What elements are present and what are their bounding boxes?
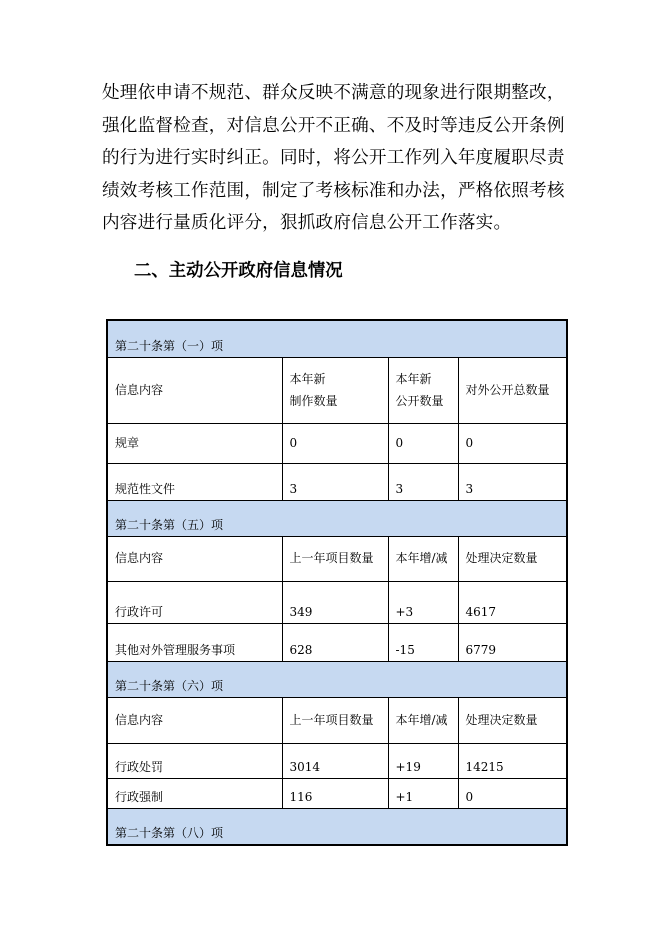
header-cell: 本年增/减 <box>388 536 458 581</box>
header-cell: 对外公开总数量 <box>458 357 567 423</box>
header-cell-line: 本年新 <box>395 372 432 386</box>
table-cell: 规范性文件 <box>107 463 282 500</box>
section-row <box>107 661 567 697</box>
table-cell: +1 <box>388 778 458 808</box>
table-cell: 3 <box>388 463 458 500</box>
header-row <box>107 357 567 423</box>
intro-line: 内容进行量质化评分，狠抓政府信息公开工作落实。 <box>102 213 512 234</box>
table-row <box>107 463 567 500</box>
intro-paragraph <box>102 77 572 240</box>
section-heading: 二、主动公开政府信息情况 <box>134 261 343 281</box>
table-cell: 3 <box>458 463 567 500</box>
section-row <box>107 500 567 536</box>
table-cell: 0 <box>458 778 567 808</box>
table-row <box>107 623 567 661</box>
header-cell-line: 制作数量 <box>289 394 338 408</box>
table-row <box>107 743 567 778</box>
header-cell-line: 本年新 <box>289 372 326 386</box>
header-cell: 上一年项目数量 <box>282 536 388 581</box>
section-title: 第二十条第（一）项 <box>107 320 567 357</box>
table-cell: 规章 <box>107 423 282 463</box>
table-cell: 116 <box>282 778 388 808</box>
table-cell: 0 <box>388 423 458 463</box>
table-cell: -15 <box>388 623 458 661</box>
table-cell: +3 <box>388 581 458 623</box>
table-cell: 行政许可 <box>107 581 282 623</box>
table-cell: 14215 <box>458 743 567 778</box>
table-row <box>107 778 567 808</box>
table-cell: 0 <box>458 423 567 463</box>
section-row <box>107 320 567 357</box>
intro-line: 处理依申请不规范、群众反映不满意的现象进行限期整改， <box>102 83 565 103</box>
table-cell: 行政强制 <box>107 778 282 808</box>
table-cell: 行政处罚 <box>107 743 282 778</box>
header-cell: 上一年项目数量 <box>282 697 388 743</box>
table-cell: +19 <box>388 743 458 778</box>
table-cell: 3014 <box>282 743 388 778</box>
header-cell: 信息内容 <box>107 697 282 743</box>
header-row <box>107 536 567 581</box>
table-cell: 3 <box>282 463 388 500</box>
table-cell: 4617 <box>458 581 567 623</box>
intro-line: 的行为进行实时纠正。同时，将公开工作列入年度履职尽责 <box>102 148 565 169</box>
section-title: 第二十条第（六）项 <box>107 661 567 697</box>
table-cell: 6779 <box>458 623 567 661</box>
header-cell: 信息内容 <box>107 536 282 581</box>
header-cell-line: 公开数量 <box>395 394 444 408</box>
header-cell: 本年增/减 <box>388 697 458 743</box>
section-row <box>107 808 567 845</box>
header-cell: 处理决定数量 <box>458 697 567 743</box>
intro-line: 强化监督检查，对信息公开不正确、不及时等违反公开条例 <box>102 115 565 136</box>
header-cell <box>282 357 388 423</box>
table-cell: 349 <box>282 581 388 623</box>
section-title: 第二十条第（五）项 <box>107 500 567 536</box>
intro-line: 绩效考核工作范围，制定了考核标准和办法，严格依照考核 <box>102 180 565 201</box>
table-cell: 其他对外管理服务事项 <box>107 623 282 661</box>
table-cell: 628 <box>282 623 388 661</box>
header-cell: 信息内容 <box>107 357 282 423</box>
disclosure-table <box>106 319 568 846</box>
table-row <box>107 423 567 463</box>
header-row <box>107 697 567 743</box>
section-title: 第二十条第（八）项 <box>107 808 567 845</box>
header-cell: 处理决定数量 <box>458 536 567 581</box>
table-cell: 0 <box>282 423 388 463</box>
table-row <box>107 581 567 623</box>
header-cell <box>388 357 458 423</box>
